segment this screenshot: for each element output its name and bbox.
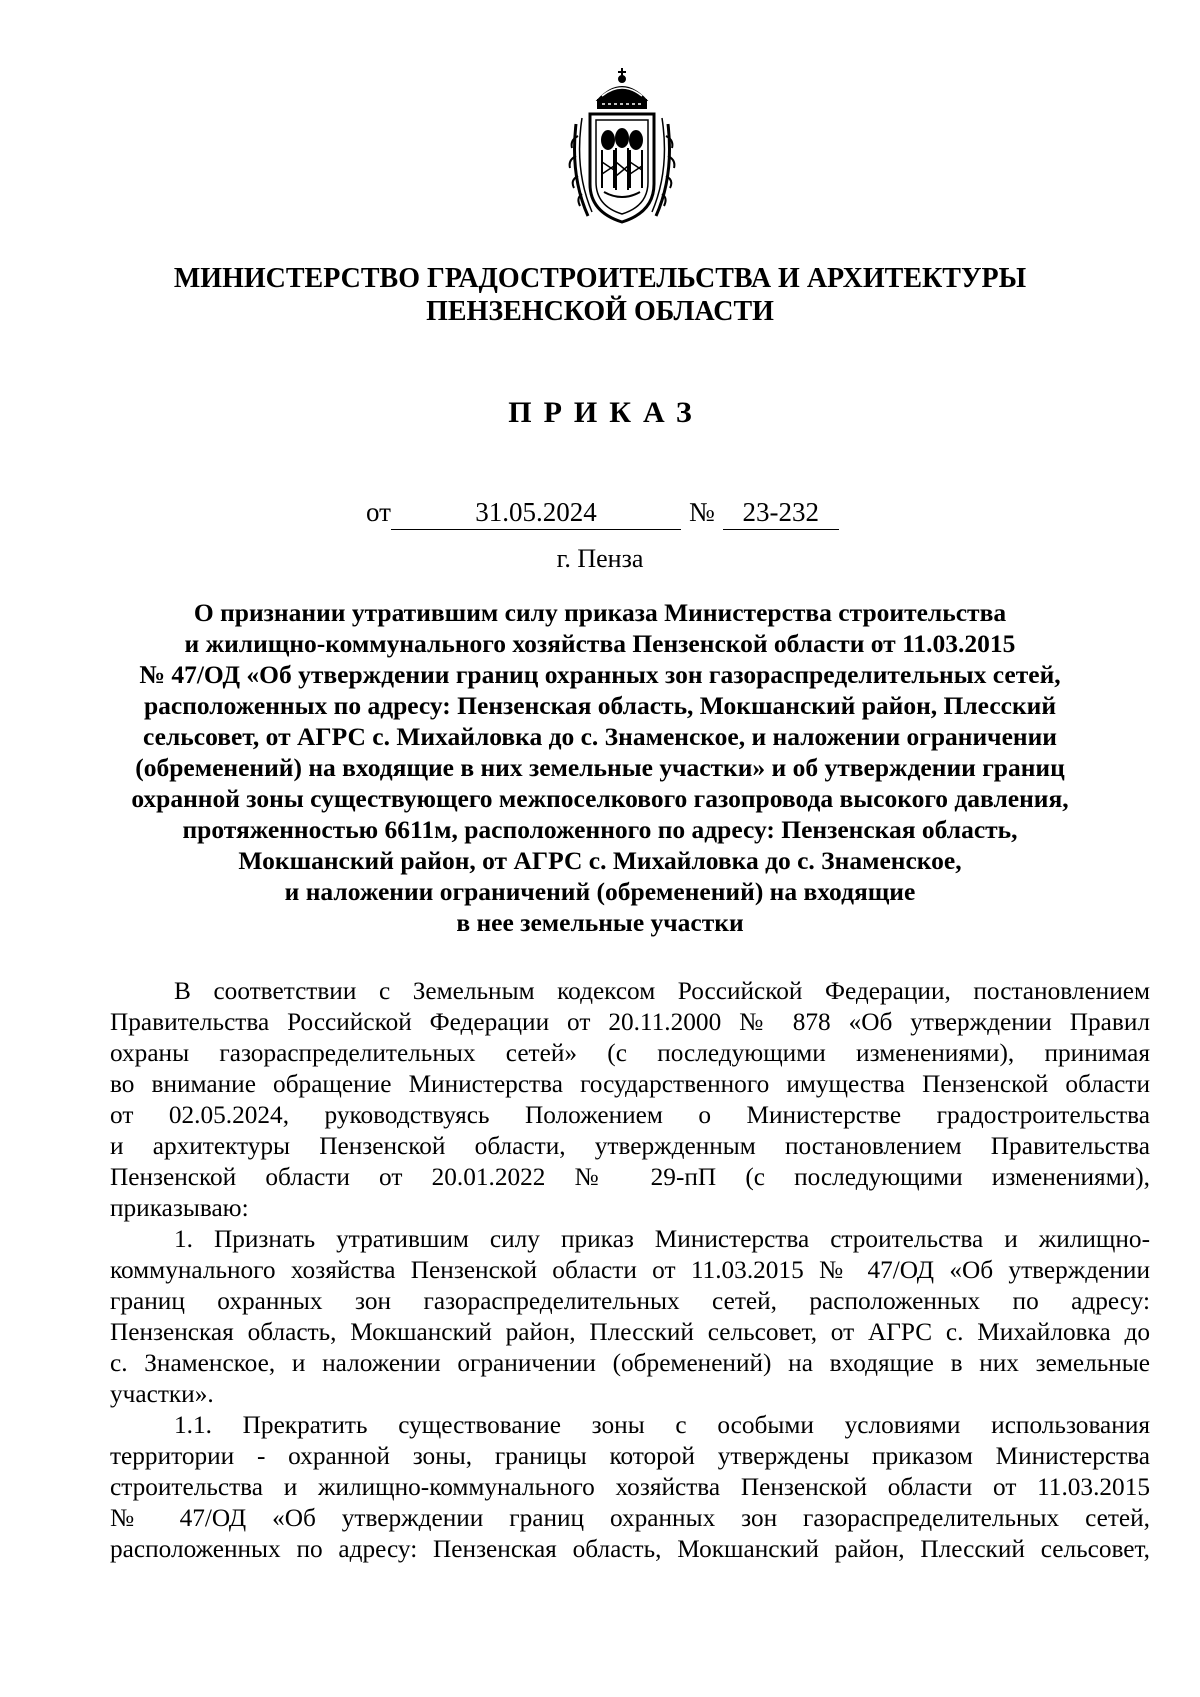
ministry-name-line-2: ПЕНЗЕНСКОЙ ОБЛАСТИ xyxy=(426,296,774,327)
ministry-name-line-1: МИНИСТЕРСТВО ГРАДОСТРОИТЕЛЬСТВА И АРХИТЕКТУРЫ xyxy=(173,263,1027,294)
body-line: расположенных по адресу: Пензенская область, Мокшанский район, Плесский сельсовет, xyxy=(110,1535,1150,1563)
body-line: от 02.05.2024, руководствуясь Положением о Министерстве градостроительства xyxy=(110,1101,1150,1129)
body-line: строительства и жилищно-коммунального хозяйства Пензенской области от 11.03.2015 xyxy=(110,1473,1150,1501)
body-line: охраны газораспределительных сетей» (с последующими изменениями), принимая xyxy=(110,1039,1150,1067)
ministry-name xyxy=(0,262,1200,328)
issue-place: г. Пенза xyxy=(556,544,644,573)
document-subject xyxy=(0,597,1200,938)
body-line: с. Знаменское, и наложении ограничении (обременений) на входящие в них земельные xyxy=(110,1349,1150,1377)
body-line: коммунального хозяйства Пензенской области от 11.03.2015 № 47/ОД «Об утверждении xyxy=(110,1256,1150,1284)
subject-line: (обременений) на входящие в них земельные участки» и об утверждении границ xyxy=(135,753,1065,782)
body-line: Пензенская область, Мокшанский район, Плесский сельсовет, от АГРС с. Михайловка до xyxy=(110,1318,1150,1346)
document-number: 23-232 xyxy=(723,496,839,530)
subject-line: Мокшанский район, от АГРС с. Михайловка до с. Знаменское, xyxy=(238,846,962,875)
date-prefix-label: от xyxy=(366,497,391,527)
body-line: территории - охранной зоны, границы которой утверждены приказом Министерства xyxy=(110,1442,1150,1470)
body-line: приказываю: xyxy=(110,1194,249,1222)
body-line: участки». xyxy=(110,1380,214,1408)
subject-line: протяженностью 6611м, расположенного по адресу: Пензенская область, xyxy=(182,815,1018,844)
subject-line: в нее земельные участки xyxy=(456,908,744,937)
document-type-title: ПРИКАЗ xyxy=(508,396,704,429)
body-line: границ охранных зон газораспределительных сетей, расположенных по адресу: xyxy=(110,1287,1150,1315)
document-body xyxy=(110,976,1150,1565)
subject-line: сельсовет, от АГРС с. Михайловка до с. Знаменское, и наложении ограничении xyxy=(143,722,1057,751)
subject-line: и наложении ограничений (обременений) на входящие xyxy=(284,877,916,906)
body-line: В соответствии с Земельным кодексом Российской Федерации, постановлением xyxy=(174,977,1150,1005)
body-line: 1.1. Прекратить существование зоны с особыми условиями использования xyxy=(174,1411,1150,1439)
subject-line: № 47/ОД «Об утверждении границ охранных зон газораспределительных сетей, xyxy=(139,660,1061,689)
body-line: № 47/ОД «Об утверждении границ охранных зон газораспределительных сетей, xyxy=(110,1504,1150,1532)
subject-line: охранной зоны существующего межпоселкового газопровода высокого давления, xyxy=(131,784,1069,813)
number-sign-label: № xyxy=(688,497,715,527)
body-line: Пензенской области от 20.01.2022 № 29-пП (с последующими изменениями), xyxy=(110,1163,1150,1191)
subject-line: и жилищно-коммунального хозяйства Пензенской области от 11.03.2015 xyxy=(184,629,1016,658)
body-line: 1. Признать утратившим силу приказ Министерства строительства и жилищно- xyxy=(174,1225,1150,1253)
subject-line: О признании утратившим силу приказа Министерства строительства xyxy=(193,598,1007,627)
body-line: во внимание обращение Министерства государственного имущества Пензенской области xyxy=(110,1070,1150,1098)
document-date: 31.05.2024 xyxy=(391,496,681,530)
subject-line: расположенных по адресу: Пензенская область, Мокшанский район, Плесский xyxy=(143,691,1057,720)
body-line: и архитектуры Пензенской области, утвержденным постановлением Правительства xyxy=(110,1132,1150,1160)
date-number-line xyxy=(366,496,839,530)
body-line: Правительства Российской Федерации от 20.11.2000 № 878 «Об утверждении Правил xyxy=(110,1008,1150,1036)
coat-of-arms-emblem xyxy=(568,66,676,228)
